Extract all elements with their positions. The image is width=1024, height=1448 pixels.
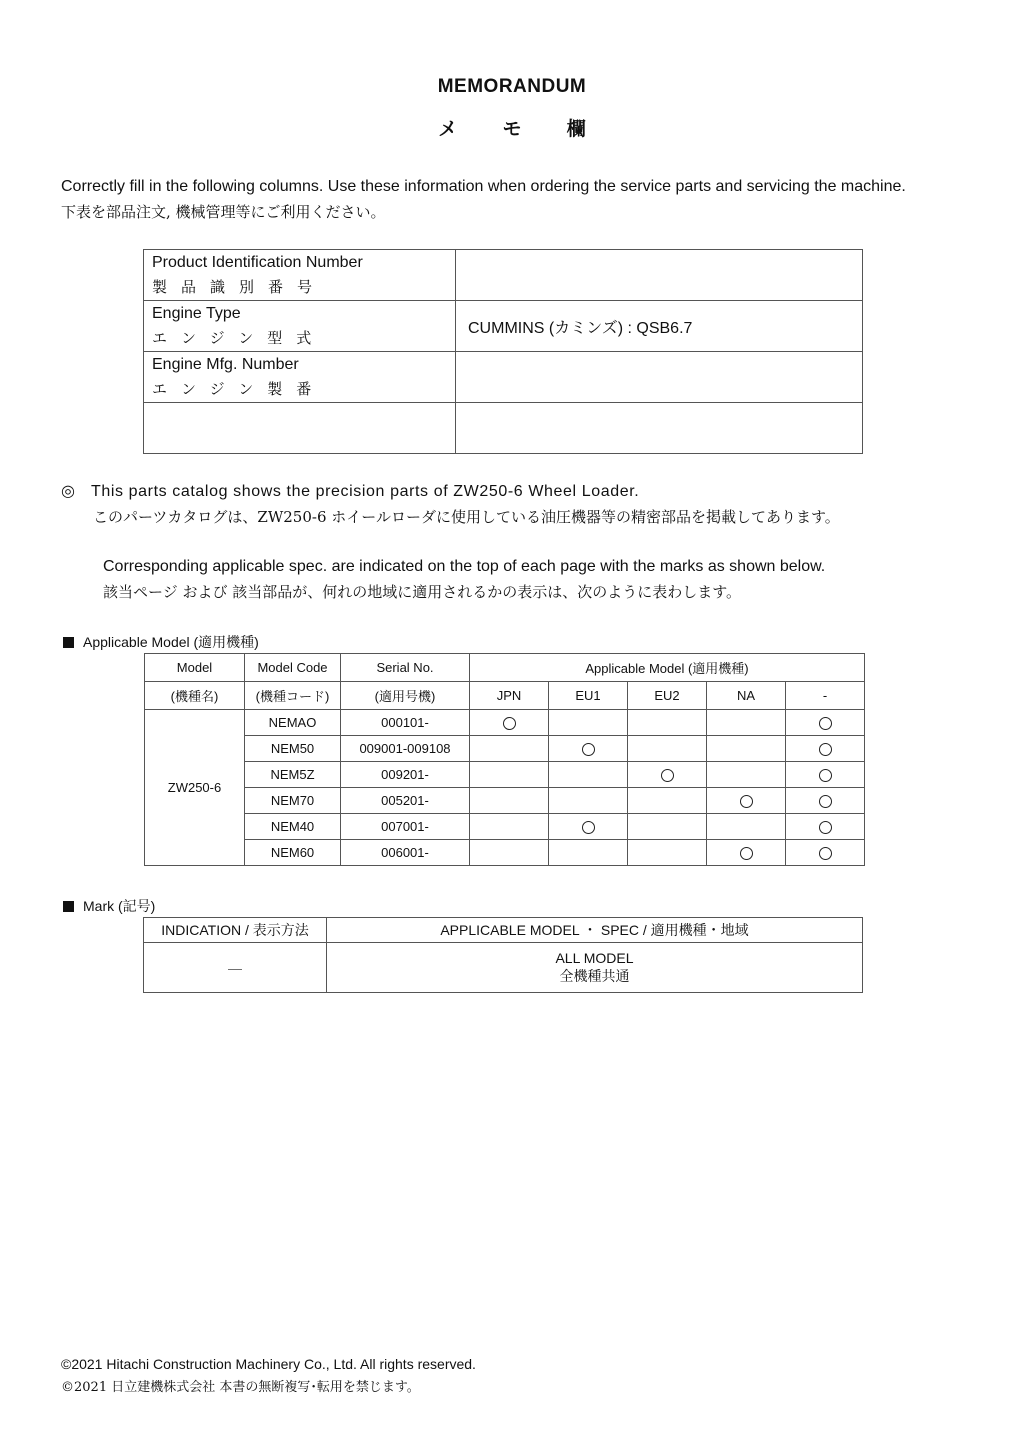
engine-type-label: Engine Type xyxy=(152,305,241,322)
info-table xyxy=(143,249,863,454)
applicable-model-heading-text: Applicable Model (適用機種) xyxy=(83,634,259,650)
mark-table xyxy=(143,917,863,993)
circle-mark-icon xyxy=(661,769,674,782)
double-circle-icon: ◎ xyxy=(61,483,76,500)
circle-mark-icon xyxy=(819,847,832,860)
col-code-header-jp: (機種コード) xyxy=(245,682,341,710)
circle-mark-icon xyxy=(582,743,595,756)
circle-mark-icon xyxy=(819,769,832,782)
circle-mark-icon xyxy=(819,743,832,756)
model-name-cell: ZW250-6 xyxy=(145,710,245,866)
circle-mark-icon xyxy=(819,795,832,808)
mark-cell xyxy=(628,736,707,762)
mark-cell xyxy=(707,710,786,736)
catalog-note-jp: このパーツカタログは、ZW250-6 ホイールローダに使用している油圧機器等の精密部品を掲載してあります。 xyxy=(93,508,840,526)
mark-cell xyxy=(786,814,865,840)
mark-cell xyxy=(470,840,549,866)
col-model-header: Model xyxy=(145,654,245,682)
serial-cell: 009201- xyxy=(341,762,470,788)
model-code-cell: NEM60 xyxy=(245,840,341,866)
mark-heading xyxy=(63,896,155,916)
pin-label: Product Identification Number xyxy=(152,254,363,271)
catalog-note-text: This parts catalog shows the precision parts of ZW250-6 Wheel Loader. xyxy=(91,483,640,500)
mark-heading-text: Mark (記号) xyxy=(83,898,156,914)
circle-mark-icon xyxy=(582,821,595,834)
circle-mark-icon xyxy=(740,795,753,808)
blank-label-field[interactable] xyxy=(144,403,456,454)
serial-cell: 005201- xyxy=(341,788,470,814)
table-row xyxy=(145,710,865,736)
col-serial-header: Serial No. xyxy=(341,654,470,682)
mark-cell xyxy=(549,788,628,814)
indication-dash: — xyxy=(144,943,327,993)
engine-mfg-value-field[interactable] xyxy=(456,352,863,403)
col-code-header: Model Code xyxy=(245,654,341,682)
engine-type-label-cell xyxy=(144,301,456,352)
pin-label-jp: 製品識別番号 xyxy=(152,278,327,296)
blank-value-field[interactable] xyxy=(456,403,863,454)
mark-cell xyxy=(549,736,628,762)
serial-cell: 000101- xyxy=(341,710,470,736)
mark-cell xyxy=(628,788,707,814)
circle-mark-icon xyxy=(819,821,832,834)
mark-cell xyxy=(707,840,786,866)
engine-mfg-label: Engine Mfg. Number xyxy=(152,356,299,373)
mark-cell xyxy=(786,710,865,736)
mark-cell xyxy=(786,788,865,814)
mark-cell xyxy=(549,840,628,866)
all-model-cell xyxy=(327,943,863,993)
square-bullet-icon xyxy=(63,637,74,648)
mark-cell xyxy=(470,762,549,788)
spec-note-jp: 該当ページ および 該当部品が、何れの地域に適用されるかの表示は、次のように表わします。 xyxy=(103,583,742,601)
mark-cell xyxy=(549,762,628,788)
applicable-spec-header: APPLICABLE MODEL ・ SPEC / 適用機種・地域 xyxy=(327,918,863,943)
mark-cell xyxy=(628,710,707,736)
mark-cell xyxy=(470,736,549,762)
intro-text: Correctly fill in the following columns. Use these information when ordering the service parts and servicing the machine. xyxy=(61,178,906,195)
spec-note: Corresponding applicable spec. are indicated on the top of each page with the marks as shown below. xyxy=(103,558,826,575)
region-header: JPN xyxy=(470,682,549,710)
mark-cell xyxy=(628,840,707,866)
intro-text-jp: 下表を部品注文, 機械管理等にご利用ください。 xyxy=(61,203,386,221)
circle-mark-icon xyxy=(740,847,753,860)
square-bullet-icon xyxy=(63,901,74,912)
circle-mark-icon xyxy=(503,717,516,730)
page-title: MEMORANDUM xyxy=(437,76,587,97)
mark-cell xyxy=(549,710,628,736)
col-serial-header-jp: (適用号機) xyxy=(341,682,470,710)
model-code-cell: NEMAO xyxy=(245,710,341,736)
model-code-cell: NEM50 xyxy=(245,736,341,762)
mark-cell xyxy=(707,788,786,814)
region-header: EU2 xyxy=(628,682,707,710)
applicable-model-heading xyxy=(63,632,259,652)
mark-cell xyxy=(470,788,549,814)
mark-cell xyxy=(786,736,865,762)
mark-cell xyxy=(707,814,786,840)
serial-cell: 006001- xyxy=(341,840,470,866)
applicable-model-table xyxy=(144,653,865,866)
copyright-text: ©2021 Hitachi Construction Machinery Co., Ltd. All rights reserved. xyxy=(61,1356,476,1372)
engine-type-value: CUMMINS (カミンズ) : QSB6.7 xyxy=(456,301,863,352)
page-title-jp: メ モ 欄 xyxy=(438,119,586,140)
region-header: NA xyxy=(707,682,786,710)
mark-cell xyxy=(786,840,865,866)
mark-cell xyxy=(470,710,549,736)
mark-cell xyxy=(470,814,549,840)
table-row xyxy=(145,736,865,762)
all-model-text: ALL MODEL xyxy=(555,949,634,966)
catalog-note xyxy=(61,482,639,502)
model-code-cell: NEM70 xyxy=(245,788,341,814)
copyright-text-jp: ©2021 日立建機株式会社 本書の無断複写･転用を禁じます。 xyxy=(61,1380,420,1395)
pin-value-field[interactable] xyxy=(456,250,863,301)
region-header: - xyxy=(786,682,865,710)
mark-cell xyxy=(628,762,707,788)
engine-mfg-label-cell xyxy=(144,352,456,403)
pin-label-cell xyxy=(144,250,456,301)
table-row xyxy=(145,788,865,814)
col-model-header-jp: (機種名) xyxy=(145,682,245,710)
mark-cell xyxy=(707,762,786,788)
table-row xyxy=(145,840,865,866)
mark-cell xyxy=(707,736,786,762)
mark-cell xyxy=(549,814,628,840)
engine-type-label-jp: エンジン型式 xyxy=(152,329,326,347)
engine-mfg-label-jp: エンジン製番 xyxy=(152,380,326,398)
region-header: EU1 xyxy=(549,682,628,710)
serial-cell: 009001-009108 xyxy=(341,736,470,762)
serial-cell: 007001- xyxy=(341,814,470,840)
all-model-text-jp: 全機種共通 xyxy=(559,968,630,985)
table-row xyxy=(145,814,865,840)
model-code-cell: NEM40 xyxy=(245,814,341,840)
indication-header: INDICATION / 表示方法 xyxy=(144,918,327,943)
table-row xyxy=(145,762,865,788)
circle-mark-icon xyxy=(819,717,832,730)
model-code-cell: NEM5Z xyxy=(245,762,341,788)
mark-cell xyxy=(786,762,865,788)
col-applicable-header: Applicable Model (適用機種) xyxy=(470,654,865,682)
mark-cell xyxy=(628,814,707,840)
